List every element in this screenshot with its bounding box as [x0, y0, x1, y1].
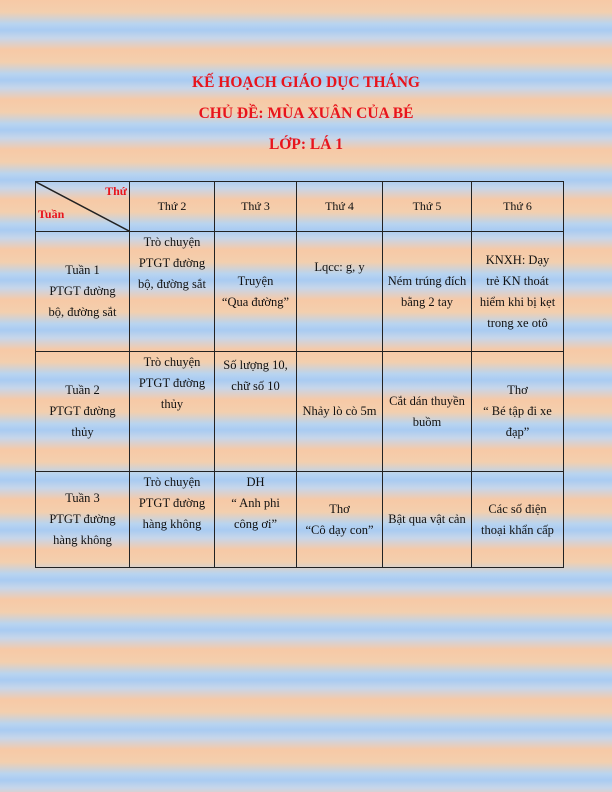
class-title: LỚP: LÁ 1 — [268, 136, 344, 153]
week-label-cell — [36, 472, 130, 568]
week-topic-line: PTGT đường — [49, 284, 116, 298]
day-header: Thứ 5 — [383, 182, 472, 232]
table-row — [36, 352, 564, 472]
activity-cell: Lqcc: g, y — [297, 232, 383, 352]
week-topic-line: bộ, đường sắt — [48, 305, 117, 319]
activity-cell: DH “ Anh phi công ơi” — [215, 472, 297, 568]
activity-cell: Trò chuyện PTGT đường thủy — [130, 352, 215, 472]
activity-cell: Trò chuyện PTGT đường hàng không — [130, 472, 215, 568]
week-topic-line: PTGT đường — [49, 404, 116, 418]
day-header: Thứ 6 — [472, 182, 564, 232]
week-topic-line: thủy — [71, 425, 94, 439]
day-header: Thứ 3 — [215, 182, 297, 232]
week-number: Tuần 2 — [65, 383, 100, 397]
corner-header-cell — [36, 182, 130, 232]
activity-cell: Truyện “Qua đường” — [215, 232, 297, 352]
week-label-cell — [36, 352, 130, 472]
week-topic-line: PTGT đường — [49, 512, 116, 526]
table-header-row — [36, 182, 564, 232]
day-header: Thứ 2 — [130, 182, 215, 232]
table-row — [36, 232, 564, 352]
day-header: Thứ 4 — [297, 182, 383, 232]
activity-cell: Thơ “Cô dạy con” — [297, 472, 383, 568]
activity-cell: Thơ “ Bé tập đi xe đạp” — [472, 352, 564, 472]
activity-cell: Bật qua vật cản — [383, 472, 472, 568]
schedule-table — [35, 181, 564, 568]
activity-cell: Trò chuyện PTGT đường bộ, đường sắt — [130, 232, 215, 352]
activity-cell: Cắt dán thuyền buồm — [383, 352, 472, 472]
activity-cell: Các số điện thoại khẩn cấp — [472, 472, 564, 568]
corner-day-label: Thứ — [105, 184, 127, 198]
week-label-cell — [36, 232, 130, 352]
table-row — [36, 472, 564, 568]
activity-cell: Nhảy lò cò 5m — [297, 352, 383, 472]
week-number: Tuần 3 — [65, 491, 100, 505]
plan-title: KẾ HOẠCH GIÁO DỤC THÁNG — [192, 74, 420, 91]
activity-cell: Ném trúng đích bằng 2 tay — [383, 232, 472, 352]
week-number: Tuần 1 — [65, 263, 100, 277]
activity-cell: KNXH: Dạy trẻ KN thoát hiểm khi bị kẹt trong xe otô — [472, 232, 564, 352]
week-topic-line: hàng không — [53, 533, 112, 547]
activity-cell: Số lượng 10, chữ số 10 — [215, 352, 297, 472]
theme-title: CHỦ ĐỀ: MÙA XUÂN CỦA BÉ — [198, 105, 414, 122]
corner-week-label: Tuần — [38, 207, 65, 221]
